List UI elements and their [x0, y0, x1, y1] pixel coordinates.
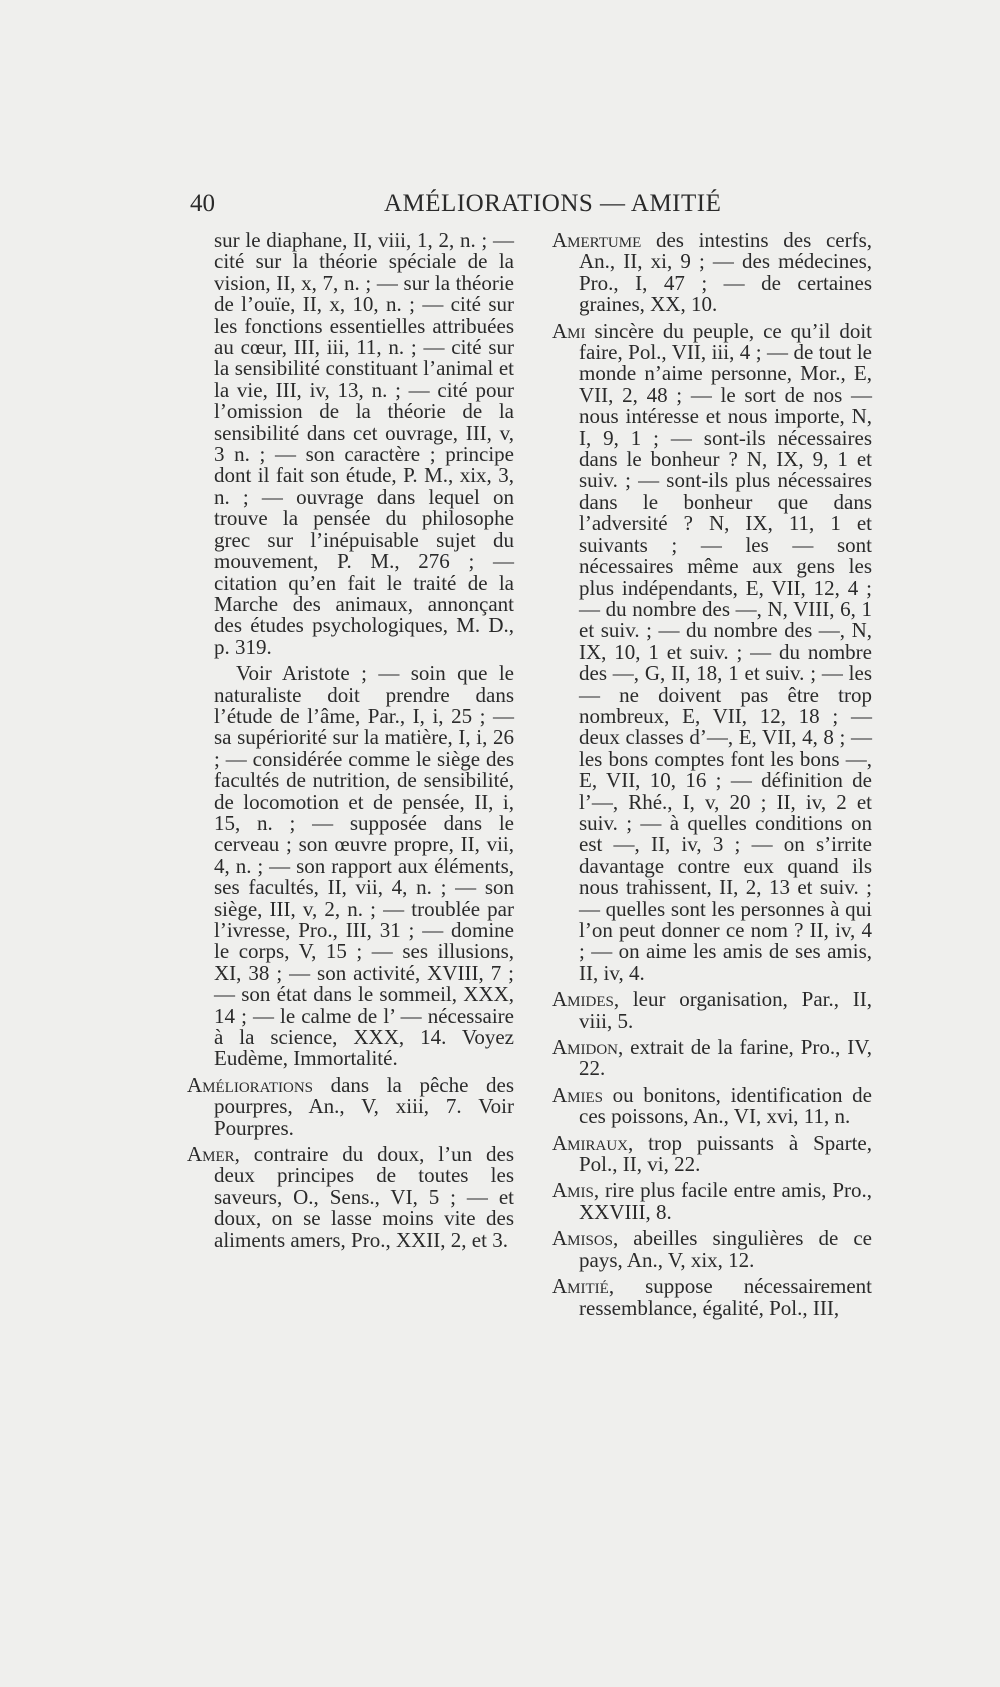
index-entry-ami: [552, 318, 872, 985]
entry-body: , rire plus facile entre amis, Pro., XXVIII, 8.: [579, 1178, 872, 1224]
index-entry-amides: [552, 989, 872, 1032]
page-header: [0, 190, 1000, 224]
index-entry-amidon: [552, 1037, 872, 1080]
entry-body: , suppose nécessairement ressemblance, égalité, Pol., III,: [579, 1274, 872, 1320]
entry-body: dans la pêche des pourpres, An., V, xiii, 7. Voir Pourpres.: [214, 1072, 514, 1140]
index-entry-ameliorations: [187, 1072, 514, 1140]
entry-headword: Ami: [552, 318, 586, 343]
entry-body: des intestins des cerfs, An., II, xi, 9 ; — des médecines, Pro., I, 47 ; — de certaines graines, XX, 10.: [579, 228, 872, 317]
entry-headword: Amidon: [552, 1035, 618, 1060]
entry-headword: Amis: [552, 1178, 594, 1203]
index-entry-amiraux: [552, 1130, 872, 1177]
index-entry-amis: [552, 1180, 872, 1223]
entry-continuation: sur le diaphane, II, viii, 1, 2, n. ; — cité sur la théorie spéciale de la vision, II, x, 7, n. ; — sur la théorie de l’ouïe, II, x, 10, n. ; — cité sur les fonctions essentielles attribuées au cœur, III, iii, 11, n. ; — cité sur la sensibilité constituant l’animal et la vie, III, iv, 13, n. ; — cité pour l’omission de la théorie de la sensibilité dans cet ouvrage, III, v, 3 n. ; — son caractère ; principe dont il fait son étude, P. M., xix, 3, n. ; — ouvrage dans lequel on trouve la pensée du philosophe grec sur l’inépuisable sujet du mouvement, P. M., 276 ; — citation qu’en fait le traité de la Marche des animaux, annonçant des études psychologiques, M. D., p. 319.: [214, 228, 514, 659]
running-head: AMÉLIORATIONS — AMITIÉ: [384, 190, 722, 217]
entry-body: sincère du peuple, ce qu’il doit faire, Pol., VII, iii, 4 ; — de tout le monde n’aime personne, Mor., E, VII, 2, 48 ; — le sort de nos — nous intéresse et nous importe, N, I, 9, 1 ; — sont-ils nécessaires dans le bonheur ? N, IX, 9, 1 et suiv. ; — sont-ils plus nécessaires dans le bonheur que dans l’adversité ? N, IX, 11, 1 et suivants ; — les — sont nécessaires même aux gens les plus indépendants, E, VII, 12, 4 ; — du nombre des —, N, VIII, 6, 1 et suiv. ; — du nombre des —, N, IX, 10, 1 et suiv. ; — du nombre des —, G, II, 18, 1 et suiv. ; — les — ne doivent pas être trop nombreux, E, VII, 12, 18 ; — deux classes d’—, E, VII, 4, 8 ; — les bons comptes font les bons —, E, VII, 10, 16 ; — définition de l’—, Rhé., I, v, 20 ; II, iv, 2 et suiv. ; — à quelles conditions on est —, II, iv, 3 ; — on s’irrite davantage contre eux quand ils nous trahissent, II, 2, 13 et suiv. ; — quelles sont les personnes à qui l’on peut donner ce nom ? II, iv, 4 ; — on aime les amis de ses amis, II, iv, 4.: [579, 318, 872, 985]
entry-headword: Amertume: [552, 228, 642, 252]
index-entry-amisos: [552, 1228, 872, 1271]
entry-continuation-paragraph: Voir Aristote ; — soin que le naturaliste doit prendre dans l’étude de l’âme, Par., I, i, 25 ; — sa supériorité sur la matière, I, i, 26 ; — considérée comme le siège des facultés de nutrition, de sensibilité, de locomotion et de pensée, II, i, 15, n. ; — supposée dans le cerveau ; son œuvre propre, II, vii, 4, n. ; — son rapport aux éléments, ses facultés, II, vii, 4, n. ; — son siège, III, v, 2, n. ; — troublée par l’ivresse, Pro., III, 31 ; — domine le corps, V, 15 ; — ses illusions, XI, 38 ; — son activité, XVIII, 7 ; — son état dans le sommeil, XXX, 14 ; — le calme de l’ — nécessaire à la science, XXX, 14. Voyez Eudème, Immortalité.: [214, 661, 514, 1071]
entry-body: , leur organisation, Par., II, viii, 5.: [579, 987, 872, 1033]
index-entry-amies: [552, 1082, 872, 1129]
left-column: [187, 230, 514, 1256]
entry-body: , contraire du doux, l’un des deux principes de toutes les saveurs, O., Sens., VI, 5 ; — et doux, on se lasse moins vite des aliments amers, Pro., XXII, 2, et 3.: [214, 1142, 514, 1252]
entry-headword: Amiraux: [552, 1130, 629, 1155]
entry-headword: Amer: [187, 1142, 235, 1167]
right-column: [552, 230, 872, 1324]
entry-headword: Amisos: [552, 1226, 614, 1251]
entry-headword: Amies: [552, 1082, 604, 1107]
index-entry-amertume: [552, 230, 872, 316]
entry-body: ou bonitons, identification de ces poissons, An., VI, xvi, 11, n.: [579, 1082, 872, 1129]
index-entry-amer: [187, 1144, 514, 1251]
entry-headword: Amitié: [552, 1274, 609, 1299]
page-number: 40: [190, 190, 215, 217]
entry-body: , abeilles singulières de ce pays, An., V, xix, 12.: [579, 1226, 872, 1272]
entry-headword: Amides: [552, 987, 614, 1012]
entry-headword: Améliorations: [187, 1072, 313, 1097]
entry-body: , extrait de la farine, Pro., IV, 22.: [579, 1035, 872, 1081]
index-entry-amitie: [552, 1276, 872, 1319]
entry-body: , trop puissants à Sparte, Pol., II, vi, 22.: [579, 1130, 872, 1177]
